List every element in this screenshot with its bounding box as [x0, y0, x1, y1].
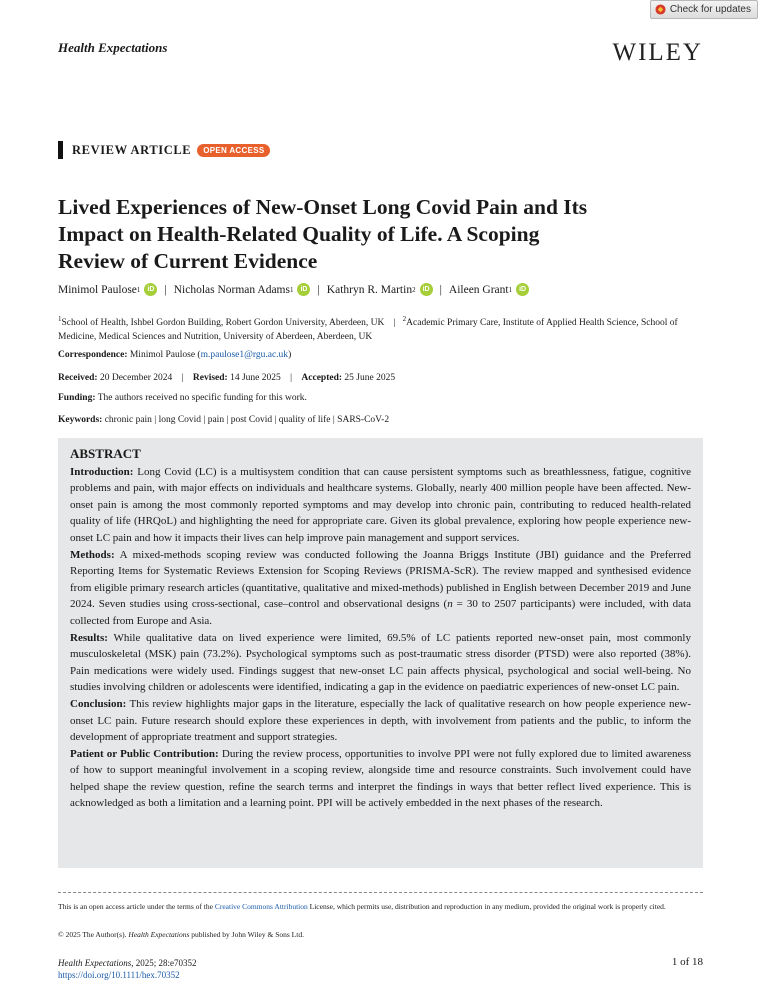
- citation-line: [58, 957, 196, 969]
- crossmark-icon: [655, 4, 666, 15]
- conclusion-label: Conclusion:: [70, 697, 127, 710]
- funding: [58, 393, 307, 403]
- author-separator: |: [317, 283, 320, 296]
- correspondence-label: Correspondence:: [58, 350, 128, 360]
- article-dates: [58, 373, 395, 383]
- check-for-updates-button[interactable]: [650, 0, 758, 19]
- affiliation-marker: 1: [136, 285, 141, 294]
- author-link[interactable]: [449, 283, 529, 296]
- date-separator: |: [181, 373, 184, 383]
- citation-journal: Health Expectations,: [58, 958, 134, 968]
- license-notice: [58, 901, 706, 913]
- article-title: [58, 194, 708, 275]
- affiliation-1: School of Health, Ishbel Gordon Building, Robert Gordon University, Aberdeen, UK: [61, 318, 385, 329]
- orcid-icon[interactable]: iD: [516, 283, 529, 296]
- introduction-text: Long Covid (LC) is a multisystem condition that can cause persistent symptoms such as breathlessness, fatigue, cognitive problems and pain, with major effects on individuals and healthcare systems. Globally, nearly 400 million people have been affected. New-onset pain is among the most commonly reported symptoms and may develop into chronic pain, contributing to reduced health-related quality of life (HRQoL) and highlighting the need for appropriate care. Given its global prevalence, exploring how people experience new-onset LC pain and how it impacts their lives can help improve pain management and support services.: [70, 465, 691, 544]
- ppi-text: During the review process, opportunities to involve PPI were not fully explored due to limited awareness of how to support meaningful involvement in a scoping review, alongside time and resource constraints. Such involvement could have helped shape the review question, refine the search terms and interpret the findings in ways that better reflect lived experience. This is acknowledged as both a limitation and a learning point. PPI will be actively embedded in the next phases of the research.: [70, 747, 691, 810]
- journal-name: Health Expectations: [58, 40, 168, 55]
- affiliation-marker: 1: [289, 285, 294, 294]
- results-label: Results:: [70, 631, 108, 644]
- title-line: Lived Experiences of New-Onset Long Covid Pain and Its: [58, 195, 588, 219]
- revised-label: Revised:: [192, 373, 228, 383]
- author-separator: |: [439, 283, 442, 296]
- author-name: Aileen Grant: [448, 283, 509, 296]
- license-link[interactable]: Creative Commons Attribution: [214, 902, 308, 911]
- citation-volume: 2025; 28:e70352: [133, 958, 197, 968]
- copyright-text-end: published by John Wiley & Sons Ltd.: [189, 930, 304, 939]
- funding-label: Funding:: [58, 393, 96, 403]
- author-name: Nicholas Norman Adams: [173, 283, 290, 296]
- revised-date: 14 June 2025: [230, 373, 281, 383]
- copyright: [58, 930, 304, 939]
- methods-label: Methods:: [70, 548, 115, 561]
- open-access-badge: OPEN ACCESS: [197, 144, 270, 157]
- abstract-results: [70, 630, 691, 696]
- methods-text: A mixed-methods scoping review was conducted following the Joanna Briggs Institute (JBI) guidance and the Preferred Reporting Items for Systematic Reviews Extension for Scoping Reviews (PRISMA-ScR). The review mapped and synthesised evidence from eligible primary research articles (quantitative, qualitative and mixed-methods) published in English between December 2019 and June 2024. Seven studies using cross-sectional, case–control and observational designs (: [70, 548, 691, 611]
- license-text: This is an open access article under the terms of the: [58, 902, 215, 911]
- copyright-text: © 2025 The Author(s).: [58, 930, 129, 939]
- received-label: Received:: [58, 373, 98, 383]
- article-type: REVIEW ARTICLE: [72, 142, 192, 157]
- abstract-ppi: [70, 746, 691, 812]
- affiliation-marker: 2: [402, 315, 407, 323]
- n-symbol: n: [447, 598, 453, 611]
- author-name: Minimol Paulose: [58, 283, 137, 296]
- title-line: Review of Current Evidence: [58, 249, 318, 273]
- correspondence-email-link[interactable]: m.paulose1@rgu.ac.uk: [200, 350, 289, 360]
- license-text-end: License, which permits use, distribution and reproduction in any medium, provided the original work is properly cited.: [307, 902, 666, 911]
- funding-text: The authors received no specific funding for this work.: [97, 393, 307, 403]
- author-name: Kathryn R. Martin: [326, 283, 413, 296]
- check-for-updates-label: Check for updates: [669, 4, 751, 15]
- title-line: Impact on Health-Related Quality of Life. A Scoping: [58, 222, 540, 246]
- introduction-label: Introduction:: [70, 465, 134, 478]
- author-list: [58, 283, 529, 296]
- footer-divider: [58, 892, 703, 893]
- doi-link[interactable]: https://doi.org/10.1111/hex.70352: [58, 970, 180, 980]
- citation: [58, 957, 196, 981]
- affiliations: [58, 312, 706, 344]
- article-type-row: [58, 141, 270, 159]
- accepted-date: 25 June 2025: [344, 373, 396, 383]
- type-bar: [58, 141, 63, 159]
- date-separator: |: [290, 373, 293, 383]
- keywords-label: Keywords:: [58, 415, 103, 425]
- affiliation-separator: |: [393, 318, 396, 329]
- publisher-logo: WILEY: [612, 39, 703, 66]
- abstract-methods: [70, 547, 691, 630]
- accepted-label: Accepted:: [301, 373, 343, 383]
- author-link[interactable]: [327, 283, 433, 296]
- conclusion-text: This review highlights major gaps in the literature, especially the lack of qualitative research on how people experience new-onset LC pain. Future research should explore these experiences in depth, with involvement from patients and the public, to inform the development of appropriate treatment and support strategies.: [70, 697, 691, 744]
- author-link[interactable]: [174, 283, 311, 296]
- affiliation-marker: 2: [412, 285, 416, 294]
- abstract-box: [58, 438, 703, 868]
- abstract-introduction: [70, 464, 691, 547]
- author-separator: |: [164, 283, 167, 296]
- results-text: While qualitative data on lived experience were limited, 69.5% of LC patients reported new-onset pain, most commonly musculoskeletal (MSK) pain (73.2%). Psychological symptoms such as post-traumatic stress disorder (PTSD) were also reported (38%). Pain medications were widely used. Findings suggest that new-onset LC pain affects physical, psychological and social well-being. No studies involving children or adolescents were identified, indicating a gap in the evidence on paediatric experiences of new-onset LC pain.: [70, 631, 691, 694]
- correspondence: [58, 350, 291, 360]
- keywords-text: chronic pain | long Covid | pain | post Covid | quality of life | SARS-CoV-2: [104, 415, 390, 425]
- orcid-icon[interactable]: iD: [144, 283, 157, 296]
- orcid-icon[interactable]: iD: [420, 283, 433, 296]
- ppi-label: Patient or Public Contribution:: [70, 747, 219, 760]
- methods-text-end: = 30 to 2507 participants) were included, with data collected from Europe and Asia.: [70, 598, 691, 627]
- affiliation-marker: 1: [58, 315, 62, 323]
- orcid-icon[interactable]: iD: [297, 283, 310, 296]
- affiliation-2: Academic Primary Care, Institute of Applied Health Science, School of Medicine, Medical Sciences and Nutrition, University of Aberdeen, Aberdeen, UK: [58, 318, 678, 343]
- received-date: 20 December 2024: [99, 373, 173, 383]
- abstract-conclusion: [70, 696, 691, 746]
- abstract-heading: ABSTRACT: [70, 446, 141, 461]
- page-number: 1 of 18: [671, 956, 703, 968]
- author-link[interactable]: [58, 283, 157, 296]
- affiliation-marker: 1: [508, 285, 513, 294]
- correspondence-name: Minimol Paulose (: [129, 350, 201, 360]
- correspondence-close: ): [288, 350, 292, 360]
- copyright-journal: Health Expectations: [128, 930, 190, 939]
- keywords: [58, 415, 389, 425]
